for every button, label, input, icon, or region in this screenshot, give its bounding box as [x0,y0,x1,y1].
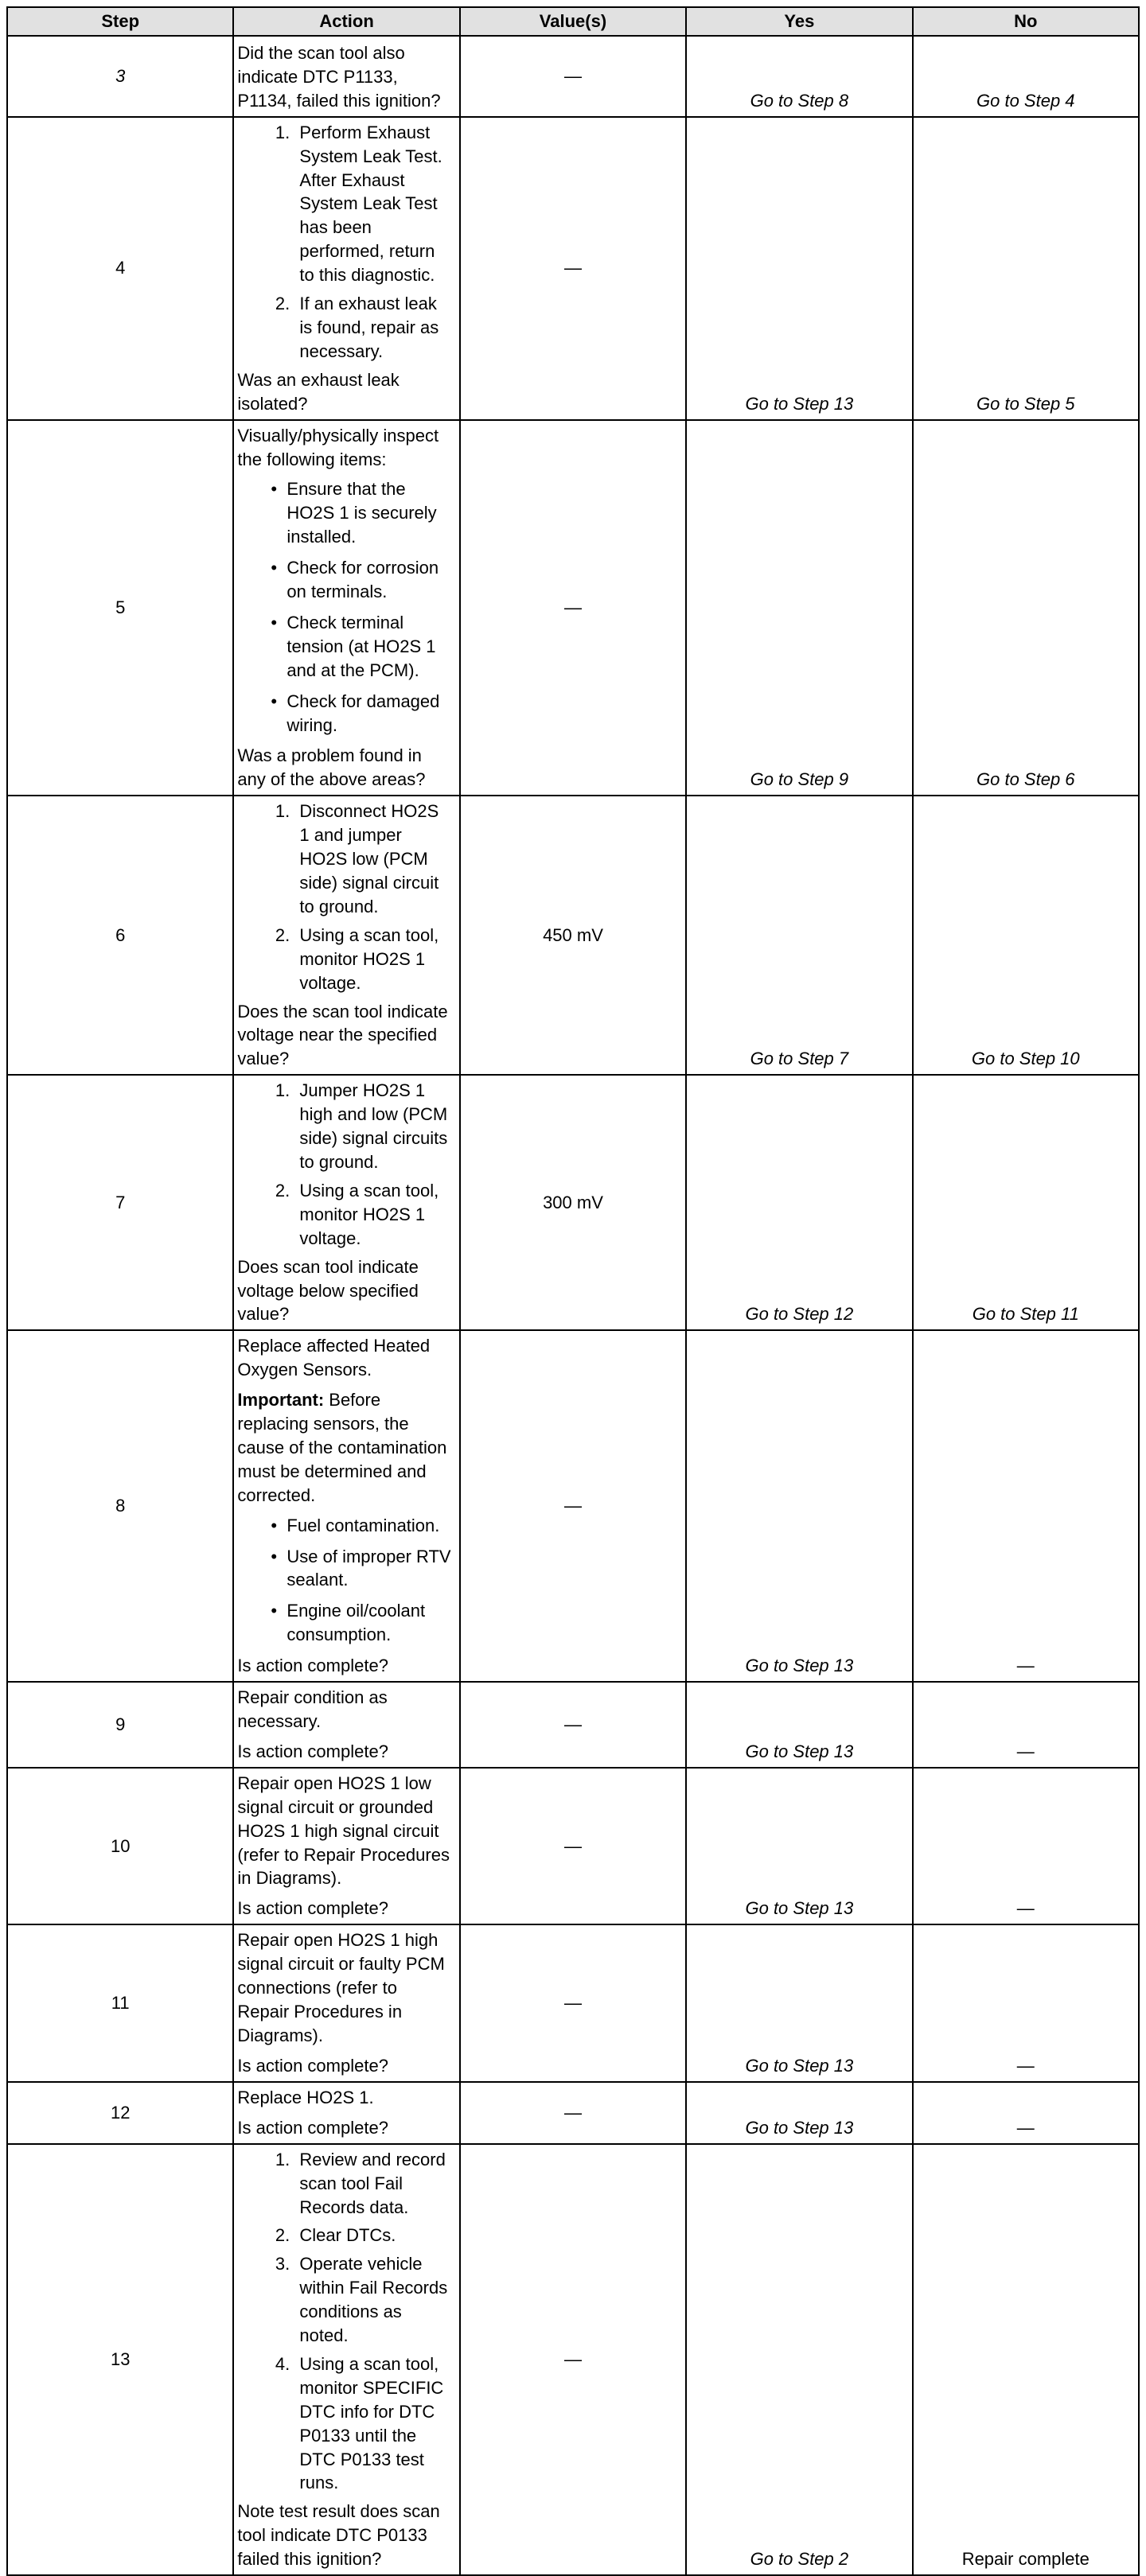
list-item: 3. Operate vehicle within Fail Records conditions as noted. [294,2252,452,2348]
table-row [7,36,1139,117]
table-row [7,796,1139,1075]
action-intro: Replace HO2S 1. [237,2087,374,2107]
yes-cell: Go to Step 7 [686,796,912,1075]
yes-cell: Go to Step 2 [686,2144,912,2575]
action-intro: Repair open HO2S 1 low signal circuit or grounded HO2S 1 high signal circuit (refer to Repair Procedures in Diagrams). [237,1772,450,1889]
value-cell: 300 mV [460,1075,686,1330]
action-question: Is action complete? [237,1656,388,1676]
no-cell: — [913,1768,1139,1924]
list-item: 4. Using a scan tool, monitor SPECIFIC DTC info for DTC P0133 until the DTC P0133 test runs. [294,2352,452,2495]
action-cell [233,117,459,420]
yes-cell: Go to Step 13 [686,1330,912,1682]
table-row [7,2082,1139,2144]
yes-cell: Go to Step 8 [686,36,912,117]
list-item: 1. Jumper HO2S 1 high and low (PCM side) signal circuits to ground. [294,1079,452,1174]
header-action: Action [233,7,459,36]
no-cell: — [913,1682,1139,1768]
value-cell: — [460,1924,686,2081]
value-cell: — [460,2144,686,2575]
value-cell: — [460,117,686,420]
step-number: 12 [7,2082,233,2144]
no-cell: — [913,2082,1139,2144]
action-cell [233,420,459,796]
step-number: 5 [7,420,233,796]
yes-cell: Go to Step 13 [686,1682,912,1768]
step-number: 13 [7,2144,233,2575]
list-item: 2. Using a scan tool, monitor HO2S 1 voltage. [294,1179,452,1251]
action-question: Is action complete? [237,2055,388,2076]
no-cell: — [913,1330,1139,1682]
table-row [7,420,1139,796]
yes-cell: Go to Step 9 [686,420,912,796]
no-cell: Go to Step 11 [913,1075,1139,1330]
table-row [7,2144,1139,2575]
table-row [7,1768,1139,1924]
table-row [7,1075,1139,1330]
important-text: Before replacing sensors, the cause of the contamination must be determined and corrected. [237,1390,447,1505]
no-cell: Go to Step 6 [913,420,1139,796]
list-item: 2. If an exhaust leak is found, repair as necessary. [294,292,452,364]
header-step: Step [7,7,233,36]
bullet-list [237,477,452,737]
action-cell [233,1075,459,1330]
important-note [237,1388,452,1508]
numbered-list [237,1079,452,1250]
numbered-list [237,2148,452,2496]
list-item: 1. Perform Exhaust System Leak Test. After Exhaust System Leak Test has been performed, return to this diagnostic. [294,121,452,287]
list-item: 2. Using a scan tool, monitor HO2S 1 voltage. [294,924,452,995]
action-question: Did the scan tool also indicate DTC P1133, P1134, failed this ignition? [237,43,441,111]
value-cell: — [460,420,686,796]
step-number: 6 [7,796,233,1075]
action-question: Is action complete? [237,1741,388,1761]
value-cell: 450 mV [460,796,686,1075]
action-intro: Replace affected Heated Oxygen Sensors. [237,1336,431,1380]
list-item: 1. Review and record scan tool Fail Records data. [294,2148,452,2220]
header-no: No [913,7,1139,36]
table-row [7,1924,1139,2081]
no-cell: Go to Step 10 [913,796,1139,1075]
bullet-list [237,1514,452,1648]
yes-cell: Go to Step 13 [686,1768,912,1924]
action-question: Note test result does scan tool indicate DTC P0133 failed this ignition? [237,2501,440,2570]
header-row [7,7,1139,36]
list-item: • Check for corrosion on terminals. [286,556,452,604]
step-number: 11 [7,1924,233,2081]
action-cell [233,36,459,117]
numbered-list [237,121,452,364]
important-label: Important: [237,1390,325,1411]
list-item: • Use of improper RTV sealant. [286,1545,452,1593]
diagnostic-table [6,6,1140,2576]
action-cell [233,796,459,1075]
list-item: 2. Clear DTCs. [294,2224,452,2247]
no-cell: — [913,1924,1139,2081]
action-intro: Repair condition as necessary. [237,1687,388,1731]
yes-cell: Go to Step 13 [686,117,912,420]
action-cell [233,1924,459,2081]
list-item: • Check for damaged wiring. [286,690,452,737]
step-number: 4 [7,117,233,420]
list-item: • Engine oil/coolant consumption. [286,1599,452,1647]
yes-cell: Go to Step 13 [686,1924,912,2081]
no-cell: Go to Step 4 [913,36,1139,117]
action-question: Was a problem found in any of the above areas? [237,745,426,790]
header-values: Value(s) [460,7,686,36]
table-row [7,117,1139,420]
action-intro: Repair open HO2S 1 high signal circuit or faulty PCM connections (refer to Repair Procedures in Diagrams). [237,1930,445,2045]
list-item: • Ensure that the HO2S 1 is securely installed. [286,477,452,549]
table-row [7,1682,1139,1768]
yes-cell: Go to Step 12 [686,1075,912,1330]
value-cell: — [460,1682,686,1768]
numbered-list [237,800,452,994]
action-question: Does scan tool indicate voltage below specified value? [237,1256,419,1325]
step-number: 3 [7,36,233,117]
step-number: 7 [7,1075,233,1330]
action-cell [233,1768,459,1924]
action-question: Is action complete? [237,1898,388,1919]
value-cell: — [460,36,686,117]
list-item: • Fuel contamination. [286,1514,452,1538]
step-number: 9 [7,1682,233,1768]
step-number: 8 [7,1330,233,1682]
list-item: 1. Disconnect HO2S 1 and jumper HO2S low (PCM side) signal circuit to ground. [294,800,452,919]
action-question: Was an exhaust leak isolated? [237,369,400,414]
header-yes: Yes [686,7,912,36]
step-number: 10 [7,1768,233,1924]
value-cell: — [460,1330,686,1682]
action-cell [233,2082,459,2144]
no-cell: Go to Step 5 [913,117,1139,420]
action-cell [233,1330,459,1682]
no-cell: Repair complete [913,2144,1139,2575]
yes-cell: Go to Step 13 [686,2082,912,2144]
action-cell [233,1682,459,1768]
value-cell: — [460,1768,686,1924]
action-cell [233,2144,459,2575]
table-row [7,1330,1139,1682]
value-cell: — [460,2082,686,2144]
action-question: Does the scan tool indicate voltage near the specified value? [237,1001,448,1069]
action-intro: Visually/physically inspect the following items: [237,425,439,469]
list-item: • Check terminal tension (at HO2S 1 and at the PCM). [286,611,452,683]
action-question: Is action complete? [237,2117,388,2138]
